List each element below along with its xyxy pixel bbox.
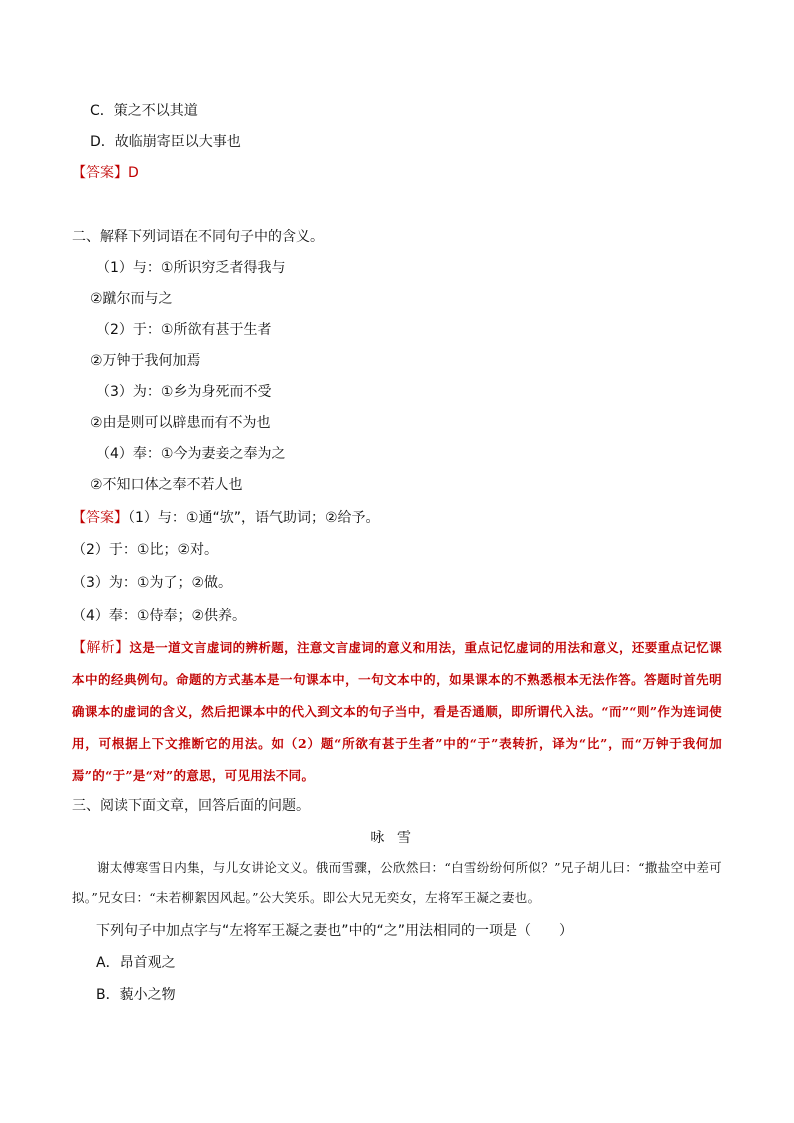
answer-2-line-4: （4）奉：①侍奉；②供养。 (72, 608, 247, 624)
analysis-text: 这是一道文言虚词的辨析题，注意文言虚词的意义和用法，重点记忆虚词的用法和意义，还要重点记忆课本中的经典例句。命题的方式基本是一句课本中，一句文本中的，如果课本的不熟悉根本无法作答。答题时首先明确课本的虚词的含义，然后把课本中的代入到文本的句子当中，看是否通顺，即所谓代入法。“而”“则”作为连词使用，可根据上下文推断它的用法。如（2）题“所欲有甚于生者”中的“于”表转折，译为“比”，而“万钟于我何加焉”的“于”是“对”的意思，可见用法不同。 (72, 640, 722, 783)
item-4-1: （4）奉：①今为妻妾之奉为之 (96, 446, 286, 462)
item-2-2: ②万钟于我何加焉 (90, 353, 201, 369)
answer-tag: 【答案】 (72, 510, 128, 526)
item-3-2: ②由是则可以辟患而有不为也 (90, 415, 271, 431)
question-text: 下列句子中加点字与“左将军王凝之妻也”中的“之”用法相同的一项是（ ） (96, 923, 574, 939)
option-b: B．藐小之物 (96, 987, 176, 1003)
item-2-1: （2）于：①所欲有甚于生者 (96, 322, 272, 338)
passage-title: 咏雪 (370, 830, 424, 846)
passage-text: 谢太傅寒雪日内集，与儿女讲论文义。俄而雪骤，公欣然曰：“白雪纷纷何所似？”兄子胡儿曰：“撒盐空中差可拟。”兄女曰：“未若柳絮因风起。”公大笑乐。即公大兄无奕女，左将军王凝之妻也。 (72, 860, 722, 905)
section-3-heading: 三、阅读下面文章，回答后面的问题。 (72, 798, 310, 814)
answer-text: （1）与：①通“欤”，语气助词；②给予。 (128, 510, 380, 526)
analysis-paragraph (72, 632, 722, 792)
answer-tag: 【答案】 (72, 165, 128, 181)
answer-2-line-2: （2）于：①比；②对。 (72, 542, 219, 558)
option-a: A．昂首观之 (96, 955, 176, 971)
item-1-1: （1）与：①所识穷乏者得我与 (96, 260, 286, 276)
item-4-2: ②不知口体之奉不若人也 (90, 477, 243, 493)
answer-2-line-3: （3）为：①为了；②做。 (72, 575, 233, 591)
answer-2-line-1 (72, 509, 380, 527)
section-2-heading: 二、解释下列词语在不同句子中的含义。 (72, 229, 324, 245)
option-d: D．故临崩寄臣以大事也 (90, 134, 241, 150)
answer-value: D (128, 165, 139, 181)
item-3-1: （3）为：①乡为身死而不受 (96, 384, 272, 400)
item-1-2: ②蹴尔而与之 (90, 291, 173, 307)
option-c: C．策之不以其道 (90, 103, 198, 119)
answer-1 (72, 164, 139, 182)
analysis-tag: 【解析】 (72, 640, 130, 656)
